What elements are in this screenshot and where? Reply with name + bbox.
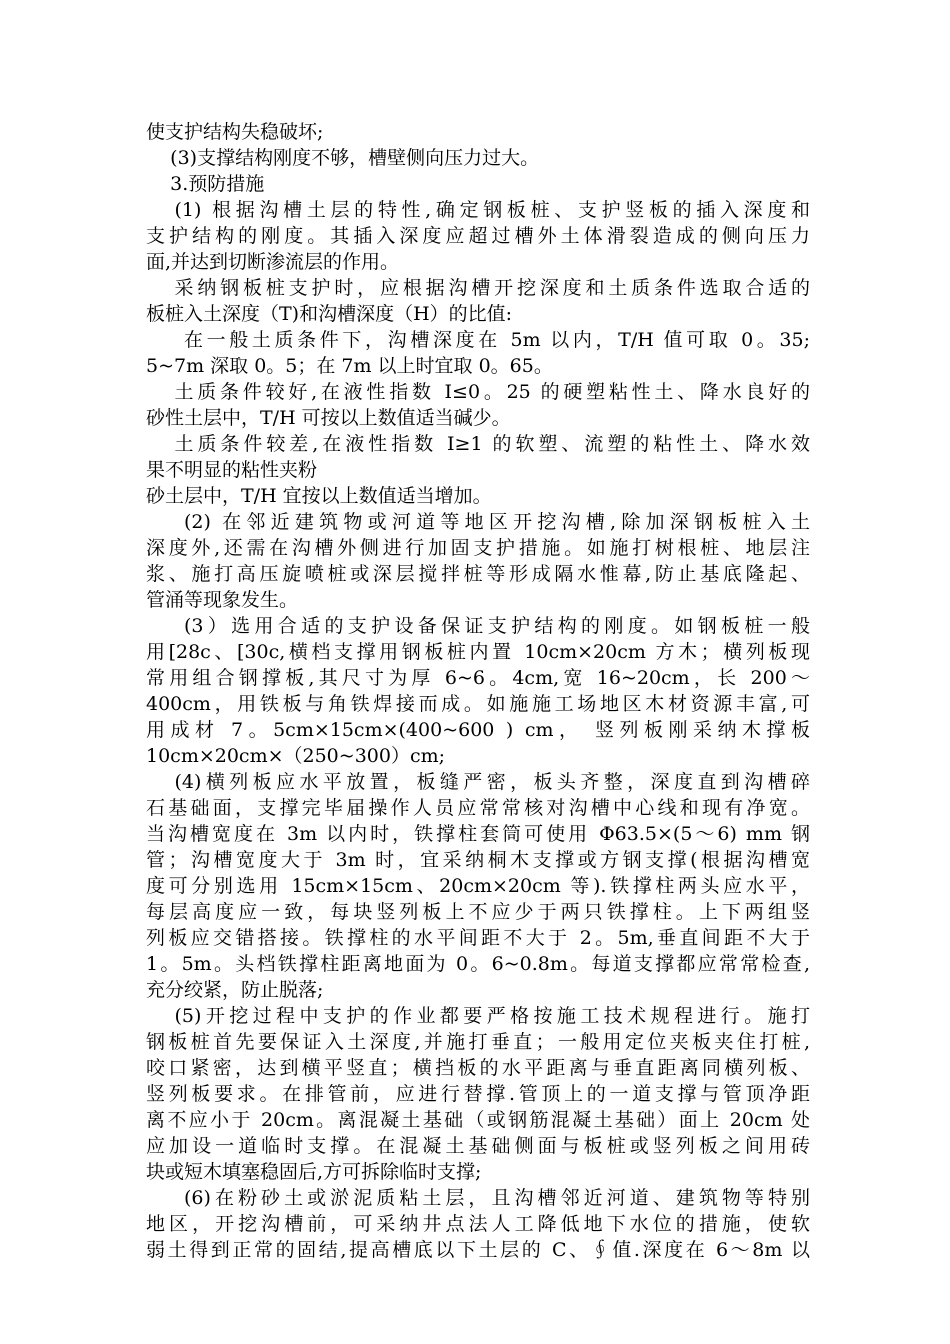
text-line: 度可分别选用 15cm×15cm、20cm×20cm 等).铁撑柱两头应水平，: [146, 875, 810, 897]
text-line: 土质条件较好,在液性指数 I≤0。25 的硬塑粘性土、降水良好的: [174, 381, 810, 403]
text-line: 砂土层中，T/H 宜按以上数值适当增加。: [146, 485, 492, 507]
text-line: 深度外,还需在沟槽外侧进行加固支护措施。如施打树根桩、地层注: [146, 537, 810, 559]
text-line: (5)开挖过程中支护的作业都要严格按施工技术规程进行。施打: [174, 1005, 810, 1027]
text-line: 地区，开挖沟槽前，可采纳井点法人工降低地下水位的措施，使软: [146, 1213, 810, 1235]
text-line: 石基础面，支撑完毕届操作人员应常常核对沟槽中心线和现有净宽。: [146, 797, 810, 819]
text-line: 400cm，用铁板与角铁焊接而成。如施施工场地区木材资源丰富,可: [146, 693, 810, 715]
text-line: 离不应小于 20cm。离混凝土基础（或钢筋混凝土基础）面上 20cm 处: [146, 1109, 810, 1131]
text-line: 弱土得到正常的固结,提高槽底以下土层的 C、∮值.深度在 6～8m 以: [146, 1239, 810, 1261]
text-line: 钢板桩首先要保证入土深度,并施打垂直；一般用定位夹板夹住打桩,: [146, 1031, 810, 1053]
text-line: 用[28c、[30c,横档支撑用钢板桩内置 10cm×20cm 方木；横列板现: [146, 641, 810, 663]
text-line: (2) 在邻近建筑物或河道等地区开挖沟槽,除加深钢板桩入土: [184, 511, 810, 533]
text-line: 咬口紧密，达到横平竖直；横挡板的水平距离与垂直距离同横列板、: [146, 1057, 810, 1079]
text-line: 砂性土层中，T/H 可按以上数值适当碱少。: [146, 407, 511, 429]
text-line: (3)支撑结构刚度不够，槽壁侧向压力过大。: [146, 147, 540, 169]
text-line: 面,并达到切断渗流层的作用。: [146, 251, 400, 273]
text-line: 管；沟槽宽度大于 3m 时，宜采纳桐木支撑或方钢支撑(根据沟槽宽: [146, 849, 810, 871]
text-line: 用成材 7。5cm×15cm×(400~600 ) cm， 竖列板刚采纳木撑板: [146, 719, 810, 741]
text-line: 每层高度应一致，每块竖列板上不应少于两只铁撑柱。上下两组竖: [146, 901, 810, 923]
text-line: 果不明显的粘性夹粉: [146, 459, 318, 481]
document-body: [146, 119, 810, 1263]
text-line: 常用组合钢撑板,其尺寸为厚 6~6。4cm,宽 16~20cm，长 200～: [146, 667, 810, 689]
text-line: 浆、施打高压旋喷桩或深层搅拌桩等形成隔水惟幕,防止基底隆起、: [146, 563, 810, 585]
text-line: 板桩入土深度（T)和沟槽深度（H）的比值:: [146, 303, 513, 325]
text-line: 在一般土质条件下，沟槽深度在 5m 以内，T/H 值可取 0。35;: [184, 329, 810, 351]
text-line: (1) 根据沟槽土层的特性,确定钢板桩、支护竖板的插入深度和: [174, 199, 810, 221]
text-line: 10cm×20cm×（250~300）cm;: [146, 745, 446, 767]
text-line: (3）选用合适的支护设备保证支护结构的刚度。如钢板桩一般: [184, 615, 810, 637]
text-line: 竖列板要求。在排管前，应进行替撑.管顶上的一道支撑与管顶净距: [146, 1083, 810, 1105]
text-line: 采纳钢板桩支护时，应根据沟槽开挖深度和土质条件选取合适的: [174, 277, 810, 299]
text-line: 管涌等现象发生。: [146, 589, 299, 611]
text-line: 土质条件较差,在液性指数 I≥1 的软塑、流塑的粘性土、降水效: [174, 433, 810, 455]
text-line: (4)横列板应水平放置，板缝严密，板头齐整，深度直到沟槽碎: [174, 771, 810, 793]
text-line: 当沟槽宽度在 3m 以内时，铁撑柱套筒可使用 Φ63.5×(5～6) mm 钢: [146, 823, 810, 845]
text-line: 3.预防措施: [146, 173, 265, 195]
text-line: 5~7m 深取 0。5；在 7m 以上时宜取 0。65。: [146, 355, 553, 377]
text-line: 支护结构的刚度。其插入深度应超过槽外土体滑裂造成的侧向压力: [146, 225, 810, 247]
text-line: 充分绞紧，防止脱落;: [146, 979, 324, 1001]
text-line: 列板应交错搭接。铁撑柱的水平间距不大于 2。5m,垂直间距不大于: [146, 927, 810, 949]
text-line: 使支护结构失稳破坏;: [146, 121, 324, 143]
text-line: 块或短木填塞稳固后,方可拆除临时支撑;: [146, 1161, 482, 1183]
text-line: (6)在粉砂土或淤泥质粘土层，且沟槽邻近河道、建筑物等特别: [184, 1187, 810, 1209]
text-line: 1。5m。头档铁撑柱距离地面为 0。6~0.8m。每道支撑都应常常检查,: [146, 953, 810, 975]
text-line: 应加设一道临时支撑。在混凝土基础侧面与板桩或竖列板之间用砖: [146, 1135, 810, 1157]
